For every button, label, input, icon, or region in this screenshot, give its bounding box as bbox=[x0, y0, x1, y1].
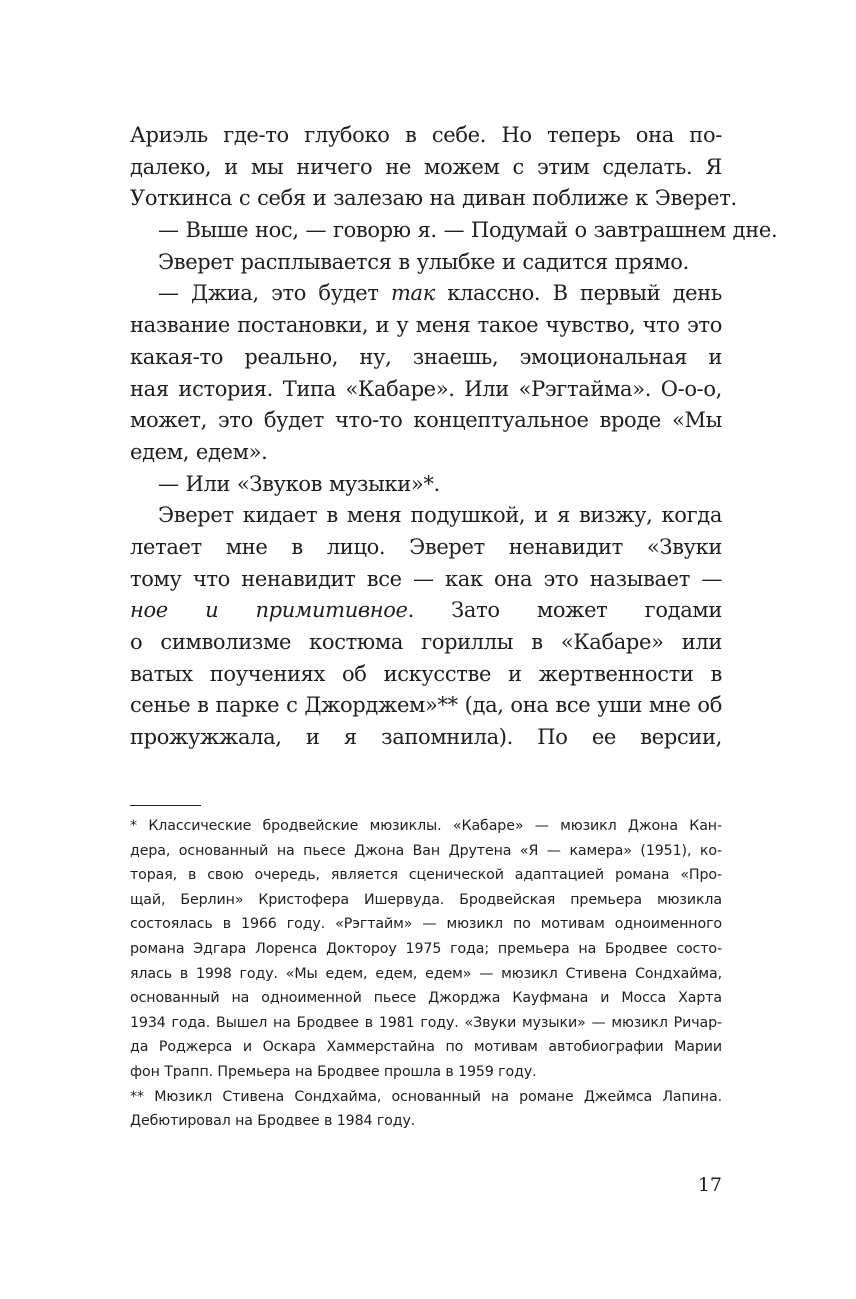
footnote-line: да Роджерса и Оскара Хаммерстайна по мотивам автобиографии Марии bbox=[130, 1039, 722, 1056]
body-text bbox=[130, 120, 778, 754]
body-line: ное и примитивное. Зато может годами bbox=[130, 598, 722, 623]
body-line: далеко, и мы ничего не можем с этим сделать. Я bbox=[130, 154, 722, 179]
body-line: название постановки, и у меня такое чувство, что это bbox=[130, 313, 722, 338]
body-line: Эверет кидает в меня подушкой, и я визжу, когда bbox=[158, 503, 722, 528]
footnote-line: ялась в 1998 году. «Мы едем, едем, едем» — мюзикл Стивена Сондхайма, bbox=[130, 965, 722, 982]
body-line: тому что ненавидит все — как она это называет — bbox=[130, 566, 722, 591]
body-line: какая-то реально, ну, знаешь, эмоциональная и bbox=[130, 344, 722, 369]
body-line: едем, едем». bbox=[130, 439, 268, 464]
italic-emphasis: так bbox=[390, 281, 435, 306]
body-line: прожужжала, и я запомнила). По ее версии, bbox=[130, 725, 722, 750]
body-line: Ариэль где-то глубоко в себе. Но теперь она по- bbox=[130, 123, 722, 147]
body-line: сенье в парке с Джорджем»** (да, она все уши мне об bbox=[130, 693, 722, 718]
body-line: может, это будет что-то концептуальное вроде «Мы bbox=[130, 408, 722, 433]
footnotes bbox=[130, 814, 722, 1134]
body-line: ная история. Типа «Кабаре». Или «Рэгтайма». О-о-о, bbox=[130, 376, 722, 401]
footnote-line: дера, основанный на пьесе Джона Ван Друтена «Я — камера» (1951), ко- bbox=[130, 842, 722, 859]
body-line: — Выше нос, — говорю я. — Подумай о завтрашнем дне. bbox=[158, 218, 778, 243]
footnote-line: * Классические бродвейские мюзиклы. «Кабаре» — мюзикл Джона Кан- bbox=[130, 818, 722, 834]
body-line: — Или «Звуков музыки»*. bbox=[158, 471, 440, 496]
footnote-line: 1934 года. Вышел на Бродвее в 1981 году. «Звуки музыки» — мюзикл Ричар- bbox=[130, 1014, 722, 1031]
footnote-line: романа Эдгара Лоренса Доктороу 1975 года; премьера на Бродвее состо- bbox=[130, 940, 722, 957]
footnote-line: Дебютировал на Бродвее в 1984 году. bbox=[130, 1113, 416, 1130]
footnote-line: основанный на одноименной пьесе Джорджа Кауфмана и Мосса Харта bbox=[130, 990, 722, 1007]
footnote-line: ** Мюзикл Стивена Сондхайма, основанный на романе Джеймса Лапина. bbox=[130, 1088, 722, 1105]
footnote-line: щай, Берлин» Кристофера Ишервуда. Бродвейская премьера мюзикла bbox=[130, 891, 722, 908]
page-number: 17 bbox=[697, 1174, 722, 1196]
footnote-line: торая, в свою очередь, является сценической адаптацией романа «Про- bbox=[130, 867, 722, 884]
body-line: Уоткинса с себя и залезаю на диван поближе к Эверет. bbox=[130, 186, 737, 211]
body-line: ватых поучениях об искусстве и жертвенности в bbox=[130, 661, 722, 686]
footnote-divider bbox=[130, 805, 201, 806]
body-line: летает мне в лицо. Эверет ненавидит «Звуки bbox=[130, 534, 722, 559]
footnote-line: состоялась в 1966 году. «Рэгтайм» — мюзикл по мотивам одноименного bbox=[130, 916, 722, 933]
body-line: Эверет расплывается в улыбке и садится прямо. bbox=[158, 249, 689, 274]
body-line: — Джиа, это будет так классно. В первый день bbox=[158, 281, 722, 306]
footnote-line: фон Трапп. Премьера на Бродвее прошла в 1959 году. bbox=[130, 1063, 537, 1080]
italic-emphasis: ное и примитивное bbox=[130, 598, 408, 623]
body-line: о символизме костюма гориллы в «Кабаре» или bbox=[130, 630, 722, 654]
